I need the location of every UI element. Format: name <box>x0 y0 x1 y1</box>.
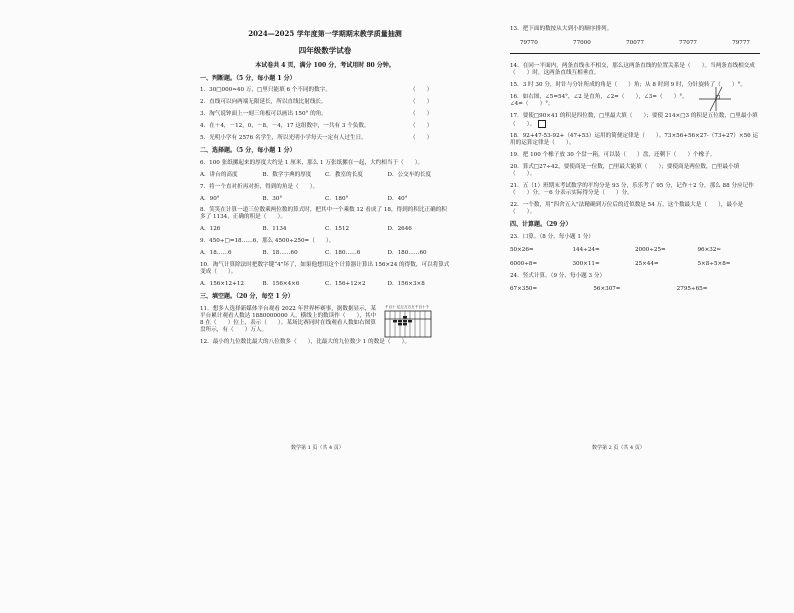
page-1-footer: 数学第 1 页（共 4 页） <box>291 445 344 451</box>
question-13: 13．把下面的数按从大到小的顺序排列。 <box>510 26 613 32</box>
vertical-item[interactable]: 56×307= <box>593 285 621 292</box>
option-a[interactable]: A．18……6 <box>200 250 232 257</box>
question-12: 12．最小的九位数比最大的八位数多（ ），比最大的九位数少 1 的数是（ ）。 <box>200 338 411 345</box>
number-item: 79777 <box>732 39 750 46</box>
question-3: 3．淘气说钟面上一刻三角板可以画出 150° 的角。 （ ） <box>200 111 433 118</box>
option-c[interactable]: C．教室的长度 <box>325 171 363 178</box>
question-20: 20．算式□27÷42，要使商是一位数，□里最大能填（ ）；要使商是两位数，□里最小填（ ）。 <box>510 164 740 178</box>
oral-item[interactable]: 300×11= <box>572 260 600 267</box>
option-d[interactable]: D．40° <box>387 195 408 202</box>
option-c[interactable]: C．180……6 <box>325 250 361 257</box>
exam-title: 2024—2025 学年度第一学期期末教学质量抽测 <box>248 29 402 38</box>
vertical-item[interactable]: 67×350= <box>510 285 538 292</box>
oral-item[interactable]: 6000÷8= <box>510 260 538 267</box>
vertical-item[interactable]: 2795÷65= <box>676 285 708 292</box>
option-d[interactable]: D．180……60 <box>387 250 427 257</box>
question-16-block <box>510 94 760 108</box>
section-calculation: 四、计算题。（29 分） <box>510 221 572 229</box>
option-d[interactable]: D．156×3×8 <box>387 281 425 288</box>
exam-subtitle: 四年级数学试卷 <box>298 45 352 55</box>
option-c[interactable]: C．1512 <box>325 226 350 233</box>
answer-box-icon[interactable] <box>538 120 546 128</box>
option-d[interactable]: D．2646 <box>387 226 412 233</box>
question-7-options <box>200 196 450 203</box>
oral-item[interactable]: 96×32≈ <box>697 246 722 253</box>
option-c[interactable]: C．156+12×2 <box>325 281 366 288</box>
abacus-drawing <box>384 310 434 338</box>
question-11-block <box>200 306 450 334</box>
oral-item[interactable]: 5×8÷5×8= <box>697 260 731 267</box>
answer-paren[interactable]: （ ） <box>410 135 433 142</box>
option-d[interactable]: D．公交车的长度 <box>387 171 432 178</box>
page-2 <box>510 26 760 293</box>
option-a[interactable]: A．156×12+12 <box>200 281 244 288</box>
option-c[interactable]: C．180° <box>325 195 349 202</box>
section-fill-blank: 三、填空题。（20 分，每空 1 分） <box>200 293 294 301</box>
number-item: 70077 <box>626 39 644 46</box>
answer-paren[interactable]: （ ） <box>410 87 433 94</box>
number-item: 77000 <box>573 39 591 46</box>
question-9-options <box>200 250 450 257</box>
question-9: 9．450÷□=18……6，那么 4500÷250=（ ）。 <box>200 238 335 245</box>
number-item: 77077 <box>679 39 697 46</box>
oral-item[interactable]: 2000÷25= <box>635 246 666 253</box>
option-a[interactable]: A．126 <box>200 226 221 233</box>
answer-line[interactable] <box>510 53 760 54</box>
question-4: 4．在＋4，－12，0，－8，－4，17 这组数中，一共有 3 个负数。 （ ） <box>200 123 433 130</box>
option-a[interactable]: A．90° <box>200 195 220 202</box>
question-14: 14．在同一平面内，两条直线永不相交，那么这两条直线的位置关系是（ ）。当两条直线相交成（ ）时，这两条直线互相垂直。 <box>510 62 755 76</box>
question-21: 21．五（1）班期末考试数学的平均分是 93 分，乐乐考了 95 分，记作＋2 分，那么 88 分应记作（ ）分，－6 分表示实际得分是（ ）分。 <box>510 183 754 197</box>
question-10: 10．淘气计算除法时把数字键“4”坏了，如果他想用这个计算器计算出 156×24 的得数，可以将算式变成（ ）。 <box>200 262 450 276</box>
answer-paren[interactable]: （ ） <box>410 111 433 118</box>
question-23: 23．口算。（8 分，每小题 1 分） <box>510 233 594 240</box>
question-5: 5．光明小学有 2576 名学生，所以光明小学每天一定有人过生日。 （ ） <box>200 135 433 142</box>
question-24: 24．竖式计算。（9 分，每小题 3 分） <box>510 272 606 279</box>
abacus-label: 千百十 亿万万万万千百十个 <box>384 304 430 309</box>
answer-paren[interactable]: （ ） <box>410 123 433 130</box>
oral-calc-grid <box>510 247 760 268</box>
question-15: 15．3 时 30 分，时针与分针所成的角是（ ）角；从 8 时到 9 时，分针旋转了（ ）°。 <box>510 81 746 88</box>
question-1: 1．30□000≈40 万，□里只能填 6 个不同的数字。 （ ） <box>200 87 433 94</box>
number-item: 79770 <box>520 39 538 46</box>
question-11: 11．想多人选择新媒体平台观看 2022 年世界杯赛事，据数据显示，某平台累计观看人数达 1880000000 人，横线上的数读作（ ），其中 8 在（ ）位上，表示（ ）。某场比赛同时在线观看人数如右图算盘所示，有（ ）万人。 <box>200 305 377 333</box>
exam-info: 本试卷共 4 页，满分 100 分，考试用时 80 分钟。 <box>255 62 395 70</box>
question-6-options <box>200 172 450 179</box>
question-8-options <box>200 226 450 233</box>
number-list <box>510 40 760 47</box>
question-10-options <box>200 281 450 288</box>
option-b[interactable]: B．数学字典的厚度 <box>262 171 312 178</box>
option-a[interactable]: A．讲台的高度 <box>200 171 238 178</box>
question-19: 19．把 100 个橡子放 30 个盘一箱，可以装（ ）盘，还剩下（ ）个橡子。 <box>510 152 716 159</box>
question-6: 6．100 张纸摞起来的厚度大约是 1 厘米，那么 1 万张纸摞在一起，大约相当于（ ）。 <box>200 159 424 166</box>
oral-item[interactable]: 25×44= <box>635 260 659 267</box>
page-1 <box>200 26 450 346</box>
question-7: 7．将一个直对折再对折，得到的角是（ ）。 <box>200 183 319 190</box>
option-b[interactable]: B．156×4×6 <box>262 281 300 288</box>
answer-paren[interactable]: （ ） <box>410 99 433 106</box>
question-18: 18．92+47-53-92+（47+53）运用的简便定律是（ ）。73×56+56×27-（73+27）×56 运用的运算定律是（ ）。 <box>510 133 759 147</box>
option-b[interactable]: B．18……60 <box>262 250 298 257</box>
page-2-footer: 数学第 2 页（共 4 页） <box>592 445 645 451</box>
oral-item[interactable]: 144÷24= <box>572 246 600 253</box>
question-17: 17．要使□90×41 的积是四位数，□里最大填（ ）；要使 214×□3 的积是五位数，□里最小填（ ）。 <box>510 112 758 128</box>
section-choice: 二、选择题。（5 分，每小题 1 分） <box>200 147 296 155</box>
option-b[interactable]: B．30° <box>262 195 283 202</box>
question-16: 16．如右图，∠5=54°，∠2 是直角，∠2=（ ），∠3=（ ）°，∠4=（ ）°。 <box>510 93 688 107</box>
oral-item[interactable]: 50×26= <box>510 246 534 253</box>
question-22: 22．一个数，用“四舍五入”法精确到万位后的近似数是 54 万，这个数最大是（ ），最小是（ ）。 <box>510 202 744 216</box>
option-b[interactable]: B．1134 <box>262 226 287 233</box>
question-8: 8．笑笑在计算一道三位数乘两位数的算式时，把其中一个乘数 12 看成了 18，得到的积比正确的积多了 1134，正确的积是（ ）。 <box>200 207 447 221</box>
intersecting-lines-figure-icon <box>698 86 732 112</box>
question-2: 2．直线可以向两端无限延长，所以直线比射线长。 （ ） <box>200 99 433 106</box>
section-judgement: 一、判断题。（5 分，每小题 1 分） <box>200 74 296 82</box>
vertical-calc-row <box>510 286 760 293</box>
